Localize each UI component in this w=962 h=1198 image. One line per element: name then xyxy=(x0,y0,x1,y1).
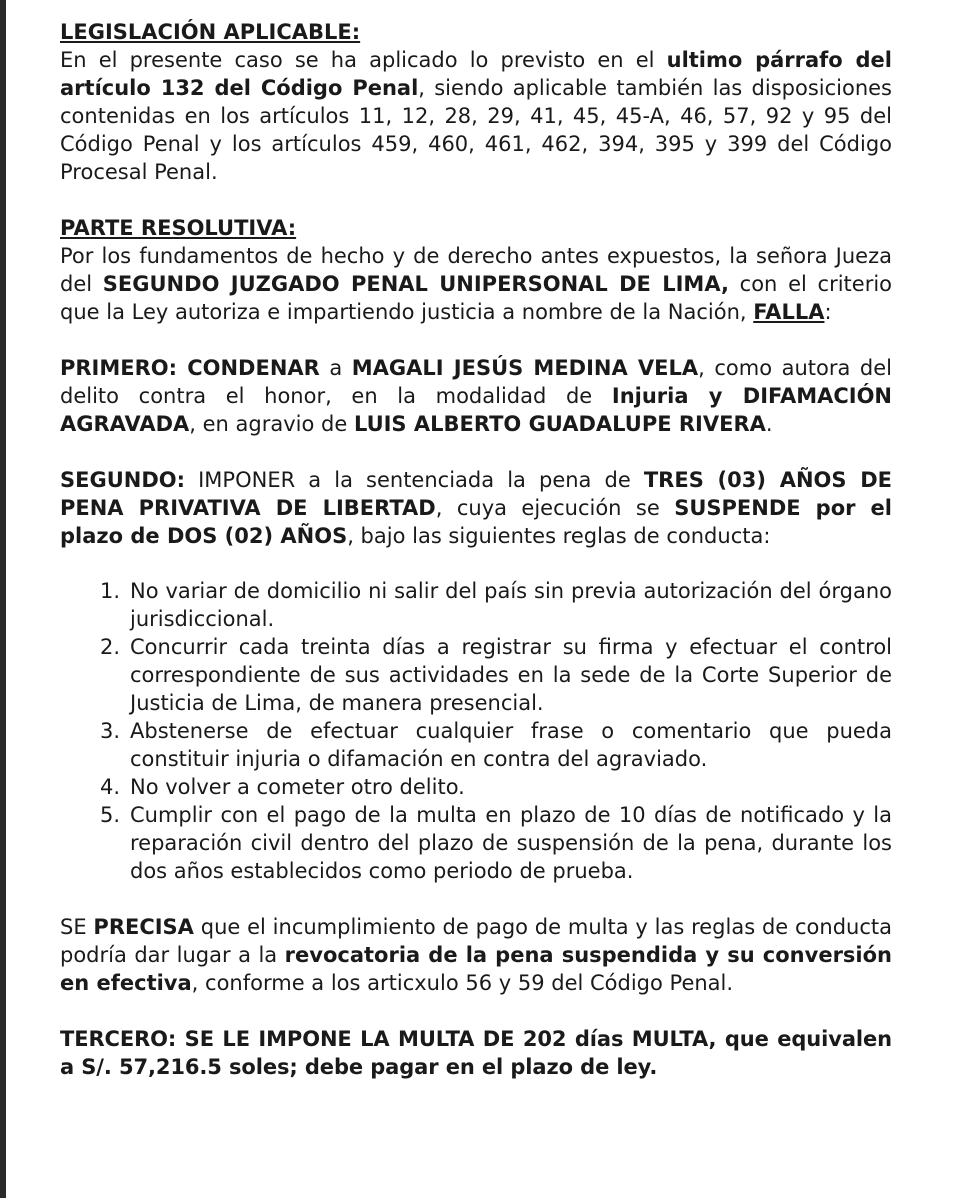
rule-number: 1. xyxy=(100,579,121,603)
resolutiva-heading: PARTE RESOLUTIVA: xyxy=(60,216,297,240)
resolutiva-text-1: Por los fundamentos de hecho y de derecho antes expuestos, la señora Jueza del xyxy=(60,244,892,296)
rule-text: No volver a cometer otro delito. xyxy=(130,775,465,799)
segundo-suspension: SUSPENDE por el plazo de DOS (02) AÑOS xyxy=(60,496,892,548)
primero-text-2: , como autora del delito contra el honor, en la modalidad de xyxy=(60,356,892,408)
primero-period: . xyxy=(765,412,773,436)
rule-number: 5. xyxy=(100,803,121,827)
legislacion-text-1: En el presente caso se ha aplicado lo previsto en el xyxy=(60,48,667,72)
primero-label: PRIMERO: CONDENAR xyxy=(60,356,320,380)
list-item xyxy=(60,577,892,633)
precisa-label: PRECISA xyxy=(93,915,194,939)
segundo-label: SEGUNDO: xyxy=(60,468,186,492)
segundo-text-2: , cuya ejecución se xyxy=(435,496,675,520)
resolutiva-paragraph xyxy=(60,242,892,326)
precisa-revocation: revocatoria de la pena suspendida y su conversión en efectiva xyxy=(60,943,892,995)
segundo-sentence: TRES (03) AÑOS DE PENA PRIVATIVA DE LIBERTAD xyxy=(60,468,893,520)
primero-crime: Injuria y DIFAMACIÓN AGRAVADA xyxy=(60,384,892,436)
resolutiva-text-2: con el criterio que la Ley autoriza e impartiendo justicia a nombre de la Nación, xyxy=(60,272,893,324)
segundo-text-3: , bajo las siguientes reglas de conducta: xyxy=(347,524,771,548)
legislacion-text-2: , siendo aplicable también las disposiciones contenidas en los artículos 11, 12, 28, 29, 41, 45, 45-A, 46, 57, 92 y 95 del Código Penal y los artículos 459, 460, 461, 462, 394, 395 y 399 del Código Procesal Penal. xyxy=(60,76,892,184)
primero-victim-name: LUIS ALBERTO GUADALUPE RIVERA xyxy=(353,412,766,436)
legislacion-bold-article: ultimo párrafo del artículo 132 del Código Penal xyxy=(60,48,892,100)
primero-convicted-name: MAGALI JESÚS MEDINA VELA xyxy=(351,356,699,380)
rule-text: Cumplir con el pago de la multa en plazo de 10 días de notificado y la reparación civil dentro del plazo de suspensión de la pena, durante los dos años establecidos como periodo de prueba. xyxy=(130,803,892,883)
primero-paragraph xyxy=(60,354,892,438)
rule-number: 3. xyxy=(100,719,121,743)
list-item xyxy=(60,633,892,717)
list-item xyxy=(60,717,892,773)
tercero-text: TERCERO: SE LE IMPONE LA MULTA DE 202 días MULTA, que equivalen a S/. 57,216.5 soles; debe pagar en el plazo de ley. xyxy=(60,1027,892,1079)
spacer xyxy=(60,438,892,466)
tercero-paragraph xyxy=(60,1025,892,1081)
resolutiva-falla: FALLA xyxy=(753,300,825,324)
precisa-paragraph xyxy=(60,913,892,997)
left-edge-bar xyxy=(0,0,6,1198)
segundo-paragraph xyxy=(60,466,892,550)
resolutiva-bold-court: SEGUNDO JUZGADO PENAL UNIPERSONAL DE LIMA, xyxy=(102,272,729,296)
document-page xyxy=(60,18,892,1081)
segundo-text-1: IMPONER a la sentenciada la pena de xyxy=(185,468,644,492)
precisa-text-2: que el incumplimiento de pago de multa y las reglas de conducta podría dar lugar a la xyxy=(60,915,893,967)
rule-text: Concurrir cada treinta días a registrar su firma y efectuar el control correspondiente de sus actividades en la sede de la Corte Superior de Justicia de Lima, de manera presencial. xyxy=(130,635,892,715)
list-item xyxy=(60,773,892,801)
precisa-text-1: SE xyxy=(60,915,94,939)
primero-text-1: a xyxy=(319,356,352,380)
spacer xyxy=(60,326,892,354)
rule-text: Abstenerse de efectuar cualquier frase o comentario que pueda constituir injuria o difamación en contra del agraviado. xyxy=(130,719,892,771)
rule-number: 4. xyxy=(100,775,121,799)
spacer xyxy=(60,186,892,214)
legislacion-heading: LEGISLACIÓN APLICABLE: xyxy=(60,20,361,44)
spacer xyxy=(60,885,892,913)
precisa-text-3: , conforme a los articxulo 56 y 59 del Código Penal. xyxy=(191,971,734,995)
spacer xyxy=(60,997,892,1025)
spacer xyxy=(60,550,892,577)
primero-text-3: , en agravio de xyxy=(189,412,354,436)
resolutiva-colon: : xyxy=(824,300,832,324)
conduct-rules-list xyxy=(60,577,892,885)
rule-text: No variar de domicilio ni salir del país sin previa autorización del órgano jurisdiccional. xyxy=(130,579,892,631)
list-item xyxy=(60,801,892,885)
legislacion-paragraph xyxy=(60,46,892,186)
rule-number: 2. xyxy=(100,635,121,659)
